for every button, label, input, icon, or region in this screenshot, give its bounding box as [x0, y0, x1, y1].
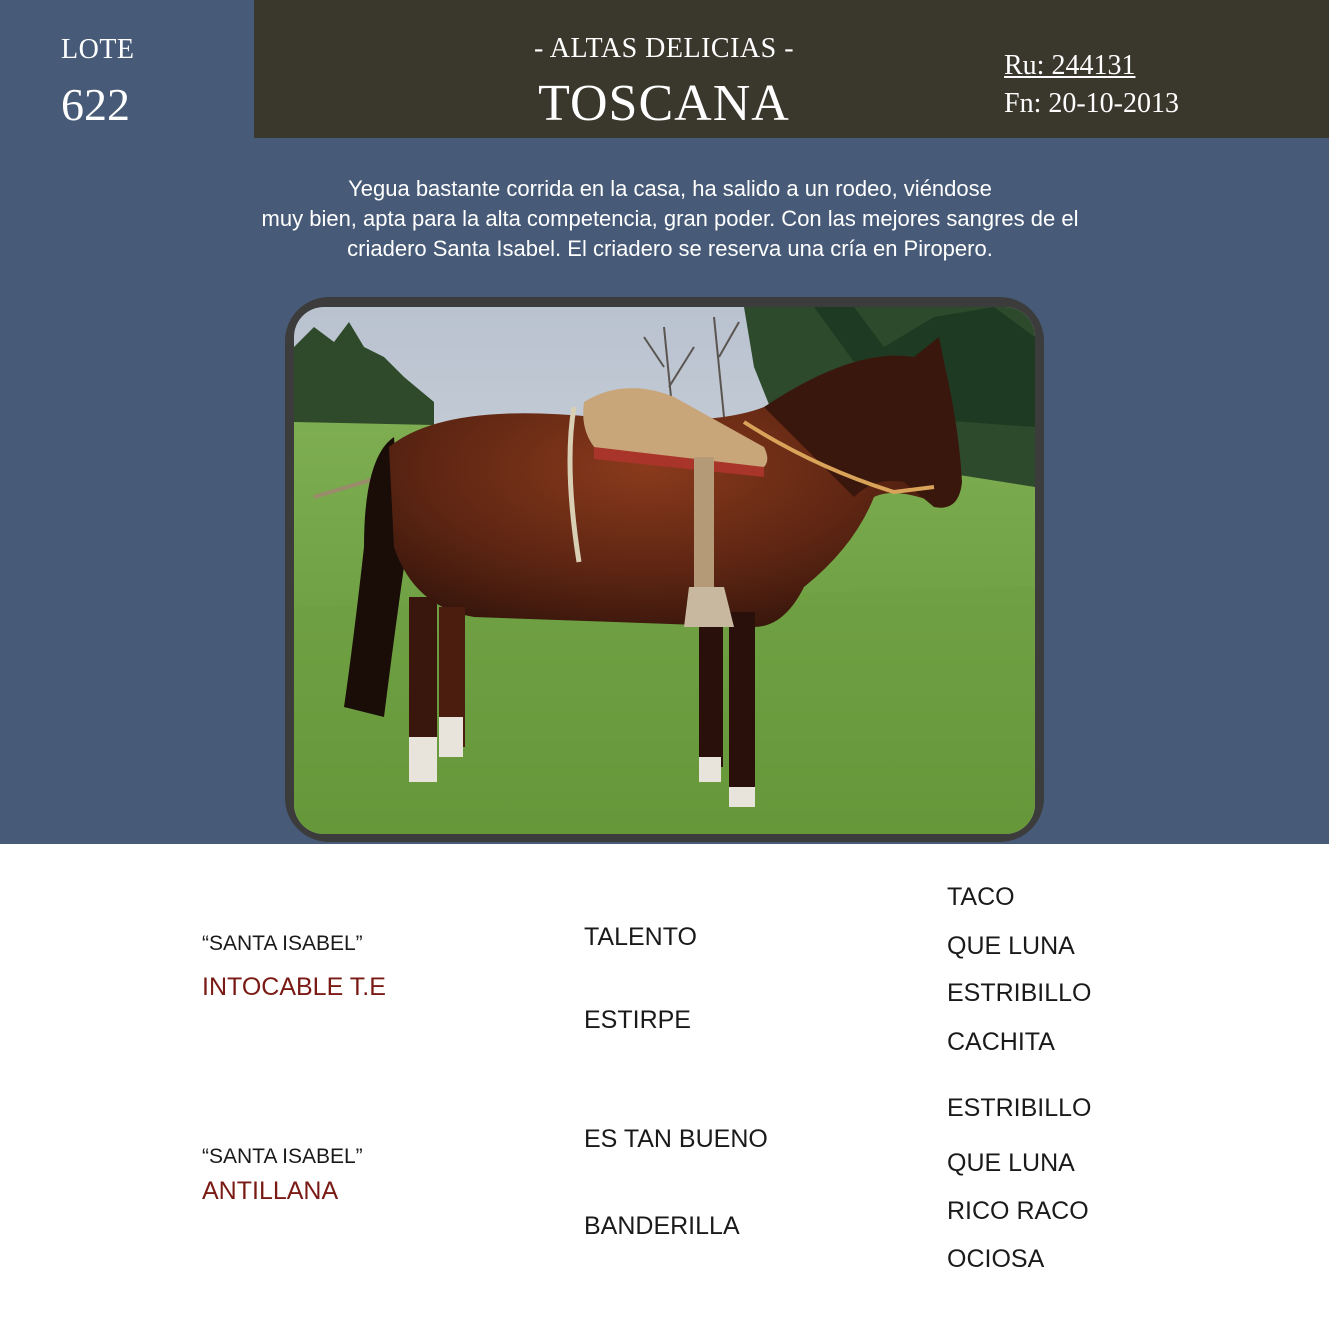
dam-sire-sire: ESTRIBILLO — [947, 1094, 1092, 1122]
horse-photo — [294, 307, 1035, 834]
dam-sire: ES TAN BUENO — [584, 1125, 768, 1153]
registration-number: Ru: 244131 — [1004, 50, 1136, 81]
dam-breeder: “SANTA ISABEL” — [202, 1145, 363, 1168]
breeder-subtitle: - ALTAS DELICIAS - — [533, 33, 795, 64]
dam-dam-dam: OCIOSA — [947, 1245, 1045, 1273]
description-line: criadero Santa Isabel. El criadero se reserva una cría en Piropero. — [347, 236, 993, 261]
sire-dam-dam: CACHITA — [947, 1028, 1055, 1056]
sire-dam-sire: ESTRIBILLO — [947, 979, 1092, 1007]
dam-dam-sire: RICO RACO — [947, 1197, 1089, 1225]
sire-sire-sire: TACO — [947, 883, 1015, 911]
sire-sire: TALENTO — [584, 923, 697, 951]
birth-date: Fn: 20-10-2013 — [1004, 88, 1179, 119]
sire-name: INTOCABLE T.E — [202, 973, 386, 1001]
lote-label: LOTE — [61, 34, 135, 65]
dam-dam: BANDERILLA — [584, 1212, 740, 1240]
sire-breeder: “SANTA ISABEL” — [202, 932, 363, 955]
horse-name: TOSCANA — [538, 75, 790, 132]
dam-sire-dam: QUE LUNA — [947, 1149, 1075, 1177]
description — [200, 174, 1140, 264]
lote-number: 622 — [61, 79, 130, 130]
description-line: muy bien, apta para la alta competencia, gran poder. Con las mejores sangres de el — [261, 206, 1079, 231]
description-line: Yegua bastante corrida en la casa, ha salido a un rodeo, viéndose — [348, 176, 992, 201]
dam-name: ANTILLANA — [202, 1177, 339, 1205]
sire-sire-dam: QUE LUNA — [947, 932, 1075, 960]
sire-dam: ESTIRPE — [584, 1006, 691, 1034]
